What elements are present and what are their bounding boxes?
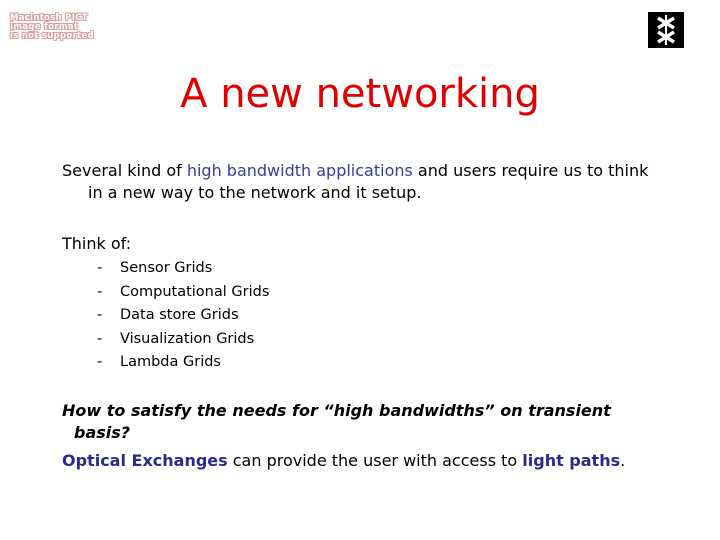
list-item-text: Visualization Grids xyxy=(120,330,255,347)
intro-text: Several kind of xyxy=(62,161,187,180)
answer-emphasis-light-paths: light paths xyxy=(522,451,621,470)
list-item xyxy=(97,304,269,328)
list-dash: - xyxy=(97,354,103,370)
pict-warning-line: Macintosh PICT xyxy=(10,13,88,23)
intro-line xyxy=(62,160,682,182)
list-item xyxy=(97,281,269,305)
uva-logo-icon xyxy=(648,12,684,48)
intro-highlight: high bandwidth applications xyxy=(186,161,413,180)
answer-paragraph xyxy=(62,450,702,472)
question-line-2: basis? xyxy=(74,423,131,442)
list-dash: - xyxy=(97,307,103,323)
list-item-text: Lambda Grids xyxy=(120,354,221,370)
answer-text: can provide the user with access to xyxy=(227,451,523,470)
grid-list xyxy=(97,257,269,375)
list-item-text: Computational Grids xyxy=(120,283,270,300)
intro-line-2: in a new way to the network and it setup. xyxy=(88,183,422,202)
list-item-text: Sensor Grids xyxy=(120,260,213,276)
list-item-text: Data store Grids xyxy=(120,307,239,323)
list-item xyxy=(97,257,269,281)
pict-warning-line: is not supported xyxy=(10,31,94,41)
list-dash: - xyxy=(97,260,103,276)
list-item xyxy=(97,328,269,352)
intro-paragraph xyxy=(62,160,682,204)
question-line-1: How to satisfy the needs for “high bandwidths” on transient xyxy=(62,401,611,420)
intro-text: and users require us to think xyxy=(412,161,649,180)
list-item xyxy=(97,351,269,375)
pict-warning-line: image format xyxy=(10,22,79,32)
think-of-label: Think of: xyxy=(62,234,132,253)
answer-end: . xyxy=(620,451,626,470)
question-paragraph xyxy=(62,400,662,444)
list-dash: - xyxy=(97,283,103,300)
answer-emphasis-optical-exchanges: Optical Exchanges xyxy=(62,451,228,470)
slide-title: A new networking xyxy=(180,71,540,117)
list-dash: - xyxy=(97,330,103,347)
pict-placeholder-text xyxy=(10,14,140,41)
